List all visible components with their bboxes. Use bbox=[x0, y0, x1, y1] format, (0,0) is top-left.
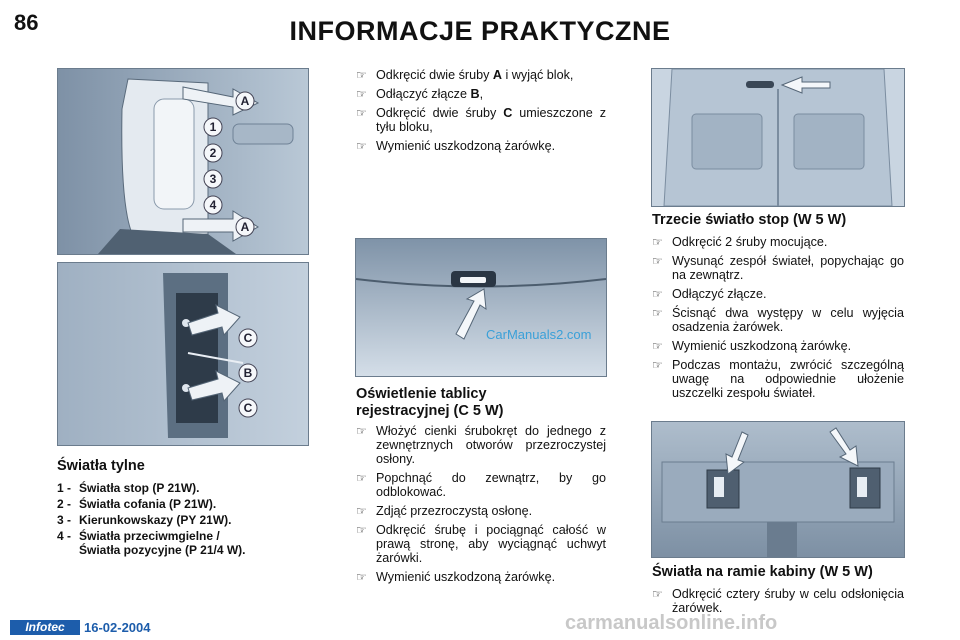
van-rear-photo bbox=[651, 68, 905, 207]
rear-lamp-label: A bbox=[240, 220, 250, 234]
plate-light-photo bbox=[355, 238, 607, 377]
list-item: ☞ Wymienić uszkodzoną żarówkę. bbox=[652, 339, 904, 353]
list-item: ☞ Odkręcić dwie śruby A i wyjąć blok, bbox=[356, 68, 606, 82]
lamp-block-label: C bbox=[243, 401, 253, 415]
lamp-removal-steps bbox=[356, 68, 606, 158]
rear-lamp-photo bbox=[57, 68, 309, 255]
cab-frame-illustration bbox=[652, 422, 904, 557]
rear-lights-list bbox=[57, 481, 317, 559]
list-item: ☞ Popchnąć do zewnątrz, by go odblokować. bbox=[356, 471, 606, 499]
van-rear-illustration bbox=[652, 69, 904, 206]
infotec-badge: Infotec bbox=[10, 620, 80, 635]
rear-lamp-label: 4 bbox=[209, 198, 217, 212]
footer-date: 16-02-2004 bbox=[84, 620, 151, 635]
rear-lamp-label: 3 bbox=[209, 172, 217, 186]
rear-lamp-label: A bbox=[240, 94, 250, 108]
item-text: Światła pozycyjne (P 21/4 W). bbox=[79, 543, 246, 557]
item-number: 2 - bbox=[57, 497, 72, 511]
lamp-block-photo bbox=[57, 262, 309, 446]
list-item: ☞ Wymienić uszkodzoną żarówkę. bbox=[356, 570, 606, 584]
item-text: Światła przeciwmgielne / bbox=[79, 529, 220, 543]
third-stop-title: Trzecie światło stop (W 5 W) bbox=[652, 212, 847, 228]
page-title: INFORMACJE PRAKTYCZNE bbox=[289, 16, 671, 46]
watermark-bottom: carmanualsonline.info bbox=[565, 612, 778, 634]
list-item bbox=[57, 481, 317, 495]
item-text: Światła cofania (P 21W). bbox=[79, 497, 217, 511]
item-number: 4 - bbox=[57, 529, 72, 543]
rear-lamp-label: 1 bbox=[209, 120, 217, 134]
lamp-block-label: B bbox=[243, 366, 253, 380]
plate-light-steps bbox=[356, 424, 606, 589]
list-item: ☞ Zdjąć przezroczystą osłonę. bbox=[356, 504, 606, 518]
page-number: 86 bbox=[14, 10, 39, 35]
list-item bbox=[57, 529, 317, 557]
list-item: ☞ Odłączyć złącze. bbox=[652, 287, 904, 301]
list-item: ☞ Wysunąć zespół świateł, popychając go na zewnątrz. bbox=[652, 254, 904, 282]
lamp-block-label: C bbox=[243, 331, 253, 345]
list-item: ☞ Wymienić uszkodzoną żarówkę. bbox=[356, 139, 606, 153]
list-item: ☞ Odkręcić cztery śruby w celu odsłonięcia żarówek. bbox=[652, 587, 904, 615]
third-stop-steps bbox=[652, 235, 904, 405]
list-item: ☞ Odkręcić śrubę i pociągnąć całość w prawą stronę, aby wyciągnąć uchwyt żarówki. bbox=[356, 523, 606, 565]
cab-frame-photo bbox=[651, 421, 905, 558]
item-text: Światła stop (P 21W). bbox=[79, 481, 200, 495]
list-item: ☞ Włożyć cienki śrubokręt do jednego z zewnętrznych otworów przezroczystej osłony. bbox=[356, 424, 606, 466]
list-item: ☞ Odkręcić 2 śruby mocujące. bbox=[652, 235, 904, 249]
list-item bbox=[57, 497, 317, 511]
item-number: 1 - bbox=[57, 481, 72, 495]
plate-light-illustration bbox=[356, 239, 606, 376]
list-item: ☞ Podczas montażu, zwrócić szczególną uwagę na odpowiednie ułożenie uszczelki zespołu świateł. bbox=[652, 358, 904, 400]
list-item: ☞ Odłączyć złącze B, bbox=[356, 87, 606, 101]
item-number: 3 - bbox=[57, 513, 72, 527]
cab-frame-title: Światła na ramie kabiny (W 5 W) bbox=[652, 564, 873, 580]
plate-light-title: Oświetlenie tablicy rejestracyjnej (C 5 W) bbox=[356, 386, 504, 419]
list-item: ☞ Ścisnąć dwa występy w celu wyjęcia osadzenia żarówek. bbox=[652, 306, 904, 334]
rear-lights-title: Światła tylne bbox=[57, 458, 145, 474]
lamp-block-illustration bbox=[58, 263, 308, 445]
rear-lamp-illustration bbox=[58, 69, 308, 254]
item-text: Kierunkowskazy (PY 21W). bbox=[79, 513, 232, 527]
rear-lamp-label: 2 bbox=[209, 146, 217, 160]
list-item: ☞ Odkręcić dwie śruby C umieszczone z tyłu bloku, bbox=[356, 106, 606, 134]
list-item bbox=[57, 513, 317, 527]
watermark-carmanuals: CarManuals2.com bbox=[486, 327, 592, 342]
